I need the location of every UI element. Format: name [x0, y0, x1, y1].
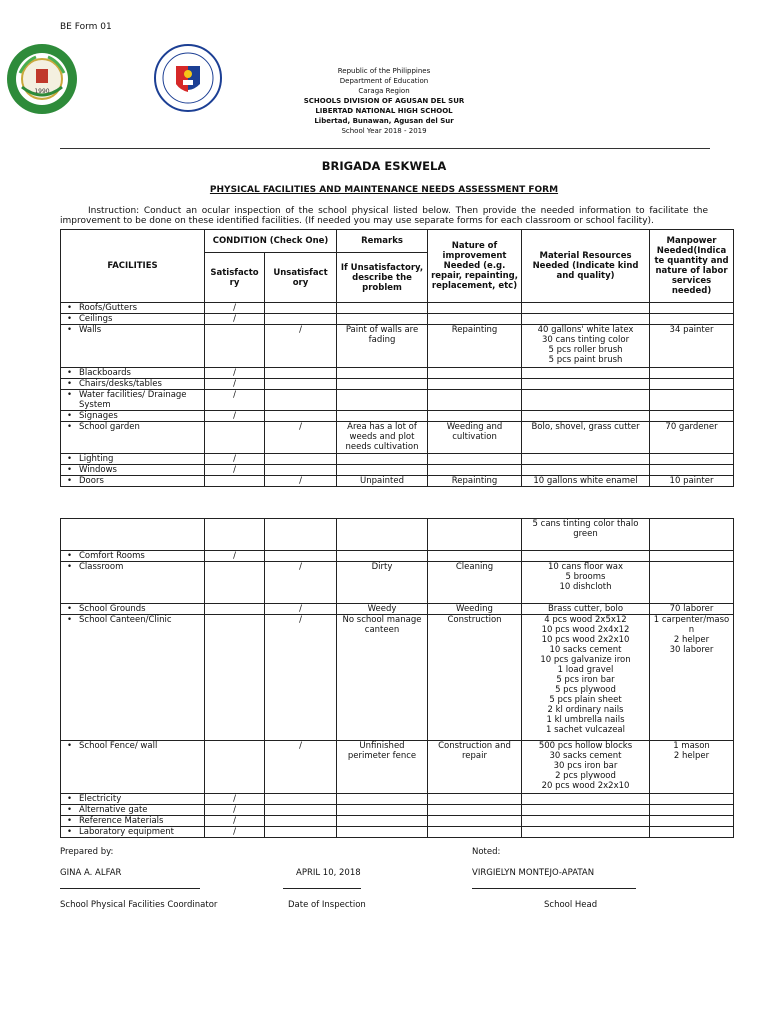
- manpower-cell: 10 painter: [650, 476, 734, 487]
- facility-cell: • Signages: [61, 411, 205, 422]
- col-facilities: FACILITIES: [61, 230, 205, 303]
- col-manpower: Manpower Needed(Indica te quantity and nature of labor services needed): [650, 230, 734, 303]
- nature-cell: [428, 390, 522, 411]
- col-remarks: Remarks: [337, 230, 428, 253]
- date-label: Date of Inspection: [288, 900, 366, 910]
- manpower-cell: [650, 390, 734, 411]
- table-row: [61, 411, 734, 422]
- unsatisfactory-cell: /: [265, 615, 337, 741]
- facility-cell: • Comfort Rooms: [61, 551, 205, 562]
- manpower-cell: [650, 368, 734, 379]
- nature-cell: Weeding and cultivation: [428, 422, 522, 454]
- remarks-cell: [337, 794, 428, 805]
- satisfactory-cell: [205, 476, 265, 487]
- manpower-cell: [650, 805, 734, 816]
- material-cell: [522, 465, 650, 476]
- unsatisfactory-cell: [265, 303, 337, 314]
- remarks-cell: [337, 805, 428, 816]
- unsatisfactory-cell: [265, 519, 337, 551]
- table-row: [61, 805, 734, 816]
- remarks-cell: Area has a lot of weeds and plot needs cultivation: [337, 422, 428, 454]
- remarks-cell: No school manage canteen: [337, 615, 428, 741]
- remarks-cell: [337, 411, 428, 422]
- facility-cell: • Ceilings: [61, 314, 205, 325]
- nature-cell: [428, 465, 522, 476]
- table-row: [61, 379, 734, 390]
- nature-cell: [428, 794, 522, 805]
- page-title: BRIGADA ESKWELA: [321, 159, 447, 173]
- header-school-year: School Year 2018 - 2019: [341, 127, 427, 135]
- remarks-cell: [337, 379, 428, 390]
- nature-cell: [428, 454, 522, 465]
- unsatisfactory-cell: [265, 379, 337, 390]
- manpower-cell: 1 carpenter/maso n 2 helper 30 laborer: [650, 615, 734, 741]
- facility-cell: • School garden: [61, 422, 205, 454]
- satisfactory-cell: /: [205, 454, 265, 465]
- satisfactory-cell: [205, 562, 265, 604]
- manpower-cell: [650, 314, 734, 325]
- satisfactory-cell: /: [205, 368, 265, 379]
- manpower-cell: [650, 465, 734, 476]
- table-row: [61, 325, 734, 368]
- material-cell: [522, 390, 650, 411]
- satisfactory-cell: /: [205, 379, 265, 390]
- table-row: [61, 615, 734, 741]
- material-cell: 500 pcs hollow blocks 30 sacks cement 30 pcs iron bar 2 pcs plywood 20 pcs wood 2x2x10: [522, 741, 650, 794]
- facilities-table-page1: [60, 229, 734, 487]
- table-row: [61, 422, 734, 454]
- table-row: [61, 476, 734, 487]
- unsatisfactory-cell: /: [265, 562, 337, 604]
- unsatisfactory-cell: /: [265, 604, 337, 615]
- material-cell: [522, 411, 650, 422]
- unsatisfactory-cell: /: [265, 741, 337, 794]
- nature-cell: [428, 379, 522, 390]
- unsatisfactory-cell: /: [265, 476, 337, 487]
- header-division: SCHOOLS DIVISION OF AGUSAN DEL SUR: [303, 97, 465, 105]
- satisfactory-cell: /: [205, 551, 265, 562]
- preparer-name: GINA A. ALFAR: [60, 868, 122, 878]
- facility-cell: • Electricity: [61, 794, 205, 805]
- material-cell: Bolo, shovel, grass cutter: [522, 422, 650, 454]
- material-cell: [522, 454, 650, 465]
- remarks-cell: Weedy: [337, 604, 428, 615]
- table-row: [61, 465, 734, 476]
- table-row: [61, 827, 734, 838]
- remarks-cell: [337, 551, 428, 562]
- facility-cell: • Reference Materials: [61, 816, 205, 827]
- header-block: [0, 66, 768, 136]
- unsatisfactory-cell: [265, 805, 337, 816]
- remarks-cell: Unpainted: [337, 476, 428, 487]
- unsatisfactory-cell: [265, 411, 337, 422]
- nature-cell: [428, 816, 522, 827]
- unsatisfactory-cell: [265, 368, 337, 379]
- manpower-cell: [650, 816, 734, 827]
- facility-cell: • Alternative gate: [61, 805, 205, 816]
- unsatisfactory-cell: [265, 390, 337, 411]
- facility-cell: • Doors: [61, 476, 205, 487]
- remarks-cell: Dirty: [337, 562, 428, 604]
- nature-cell: Weeding: [428, 604, 522, 615]
- col-nature: Nature of improvement Needed (e.g. repair, repainting, replacement, etc): [428, 230, 522, 303]
- remarks-cell: [337, 519, 428, 551]
- manpower-cell: [650, 519, 734, 551]
- prepared-by-label: Prepared by:: [60, 847, 114, 857]
- remarks-cell: [337, 454, 428, 465]
- facility-cell: • Chairs/desks/tables: [61, 379, 205, 390]
- nature-cell: [428, 519, 522, 551]
- material-cell: 10 gallons white enamel: [522, 476, 650, 487]
- table-row: [61, 314, 734, 325]
- preparer-signature-line: [60, 888, 200, 889]
- unsatisfactory-cell: [265, 816, 337, 827]
- facility-cell: • Blackboards: [61, 368, 205, 379]
- satisfactory-cell: /: [205, 805, 265, 816]
- material-cell: [522, 368, 650, 379]
- manpower-cell: 70 gardener: [650, 422, 734, 454]
- nature-cell: Repainting: [428, 476, 522, 487]
- preparer-role: School Physical Facilities Coordinator: [60, 900, 218, 910]
- material-cell: [522, 827, 650, 838]
- nature-cell: [428, 827, 522, 838]
- col-material: Material Resources Needed (Indicate kind and quality): [522, 230, 650, 303]
- material-cell: [522, 314, 650, 325]
- table-row: [61, 454, 734, 465]
- nature-cell: [428, 805, 522, 816]
- nature-cell: [428, 314, 522, 325]
- facility-cell: • School Grounds: [61, 604, 205, 615]
- nature-cell: Cleaning: [428, 562, 522, 604]
- unsatisfactory-cell: [265, 551, 337, 562]
- satisfactory-cell: [205, 604, 265, 615]
- noter-signature-line: [472, 888, 636, 889]
- manpower-cell: [650, 454, 734, 465]
- nature-cell: [428, 411, 522, 422]
- satisfactory-cell: [205, 615, 265, 741]
- form-subtitle: PHYSICAL FACILITIES AND MAINTENANCE NEEDS ASSESSMENT FORM: [209, 185, 559, 195]
- table-row: [61, 368, 734, 379]
- satisfactory-cell: /: [205, 794, 265, 805]
- unsatisfactory-cell: [265, 454, 337, 465]
- manpower-cell: 1 mason 2 helper: [650, 741, 734, 794]
- header-department: Department of Education: [339, 77, 429, 85]
- manpower-cell: [650, 379, 734, 390]
- svg-text:1990: 1990: [34, 88, 50, 95]
- table-row: [61, 551, 734, 562]
- satisfactory-cell: [205, 741, 265, 794]
- noter-name: VIRGIELYN MONTEJO-APATAN: [472, 868, 595, 878]
- remarks-cell: [337, 465, 428, 476]
- satisfactory-cell: /: [205, 827, 265, 838]
- nature-cell: [428, 303, 522, 314]
- manpower-cell: [650, 794, 734, 805]
- satisfactory-cell: /: [205, 390, 265, 411]
- table-row: [61, 816, 734, 827]
- material-cell: 40 gallons' white latex 30 cans tinting color 5 pcs roller brush 5 pcs paint brush: [522, 325, 650, 368]
- remarks-cell: [337, 368, 428, 379]
- unsatisfactory-cell: [265, 827, 337, 838]
- header-republic: Republic of the Philippines: [337, 67, 431, 75]
- material-cell: [522, 805, 650, 816]
- satisfactory-cell: /: [205, 303, 265, 314]
- manpower-cell: [650, 303, 734, 314]
- satisfactory-cell: [205, 519, 265, 551]
- unsatisfactory-cell: /: [265, 422, 337, 454]
- manpower-cell: [650, 411, 734, 422]
- nature-cell: [428, 551, 522, 562]
- unsatisfactory-cell: [265, 465, 337, 476]
- material-cell: 10 cans floor wax 5 brooms 10 dishcloth: [522, 562, 650, 604]
- header-region: Caraga Region: [358, 87, 410, 95]
- table-row: [61, 794, 734, 805]
- manpower-cell: [650, 562, 734, 604]
- manpower-cell: 70 laborer: [650, 604, 734, 615]
- header-school: LIBERTAD NATIONAL HIGH SCHOOL: [315, 107, 453, 115]
- material-cell: [522, 379, 650, 390]
- material-cell: 4 pcs wood 2x5x12 10 pcs wood 2x4x12 10 pcs wood 2x2x10 10 sacks cement 10 pcs galvanize iron 1 load gravel 5 pcs iron bar 5 pcs plywood 5 pcs plain sheet 2 kl ordinary nails 1 kl umbrella nails 1 sachet vulcazeal: [522, 615, 650, 741]
- facilities-table-page2: [60, 518, 734, 838]
- col-satisfactory: Satisfacto ry: [205, 253, 265, 303]
- form-number: BE Form 01: [60, 22, 112, 32]
- facility-cell: • Water facilities/ Drainage System: [61, 390, 205, 411]
- remarks-cell: Paint of walls are fading: [337, 325, 428, 368]
- date-signature-line: [283, 888, 361, 889]
- material-cell: [522, 816, 650, 827]
- remarks-cell: Unfinished perimeter fence: [337, 741, 428, 794]
- inspection-date: APRIL 10, 2018: [296, 868, 361, 878]
- unsatisfactory-cell: /: [265, 325, 337, 368]
- remarks-cell: [337, 816, 428, 827]
- table-row: [61, 303, 734, 314]
- noter-role: School Head: [544, 900, 598, 910]
- facility-cell: • Roofs/Gutters: [61, 303, 205, 314]
- col-unsatisfactory: Unsatisfact ory: [265, 253, 337, 303]
- nature-cell: [428, 368, 522, 379]
- remarks-cell: [337, 827, 428, 838]
- facility-cell: • Laboratory equipment: [61, 827, 205, 838]
- remarks-cell: [337, 390, 428, 411]
- facility-cell: • School Canteen/Clinic: [61, 615, 205, 741]
- material-cell: 5 cans tinting color thalo green: [522, 519, 650, 551]
- facility-cell: • Windows: [61, 465, 205, 476]
- unsatisfactory-cell: [265, 794, 337, 805]
- material-cell: [522, 303, 650, 314]
- satisfactory-cell: /: [205, 465, 265, 476]
- instruction-text: Instruction: Conduct an ocular inspection of the school physical listed below. Then provide the needed information to facilitate the improvement to be done on these identified facilities. (If needed you may use separate forms for each classroom or school facility).: [60, 206, 708, 226]
- satisfactory-cell: [205, 325, 265, 368]
- nature-cell: Repainting: [428, 325, 522, 368]
- satisfactory-cell: [205, 422, 265, 454]
- nature-cell: Construction and repair: [428, 741, 522, 794]
- material-cell: [522, 794, 650, 805]
- nature-cell: Construction: [428, 615, 522, 741]
- manpower-cell: 34 painter: [650, 325, 734, 368]
- col-condition: CONDITION (Check One): [205, 230, 337, 253]
- table-row: [61, 741, 734, 794]
- noted-label: Noted:: [472, 847, 501, 857]
- facility-cell: • School Fence/ wall: [61, 741, 205, 794]
- table-row: [61, 390, 734, 411]
- col-remarks-sub: If Unsatisfactory, describe the problem: [337, 253, 428, 303]
- facility-cell: [61, 519, 205, 551]
- satisfactory-cell: /: [205, 816, 265, 827]
- table-row: [61, 604, 734, 615]
- facility-cell: • Walls: [61, 325, 205, 368]
- facility-cell: • Lighting: [61, 454, 205, 465]
- unsatisfactory-cell: [265, 314, 337, 325]
- remarks-cell: [337, 303, 428, 314]
- manpower-cell: [650, 551, 734, 562]
- facility-cell: • Classroom: [61, 562, 205, 604]
- header-address: Libertad, Bunawan, Agusan del Sur: [314, 117, 454, 125]
- satisfactory-cell: /: [205, 314, 265, 325]
- header-divider: [60, 148, 710, 149]
- table-row: [61, 562, 734, 604]
- manpower-cell: [650, 827, 734, 838]
- table-row: [61, 519, 734, 551]
- material-cell: Brass cutter, bolo: [522, 604, 650, 615]
- material-cell: [522, 551, 650, 562]
- satisfactory-cell: /: [205, 411, 265, 422]
- remarks-cell: [337, 314, 428, 325]
